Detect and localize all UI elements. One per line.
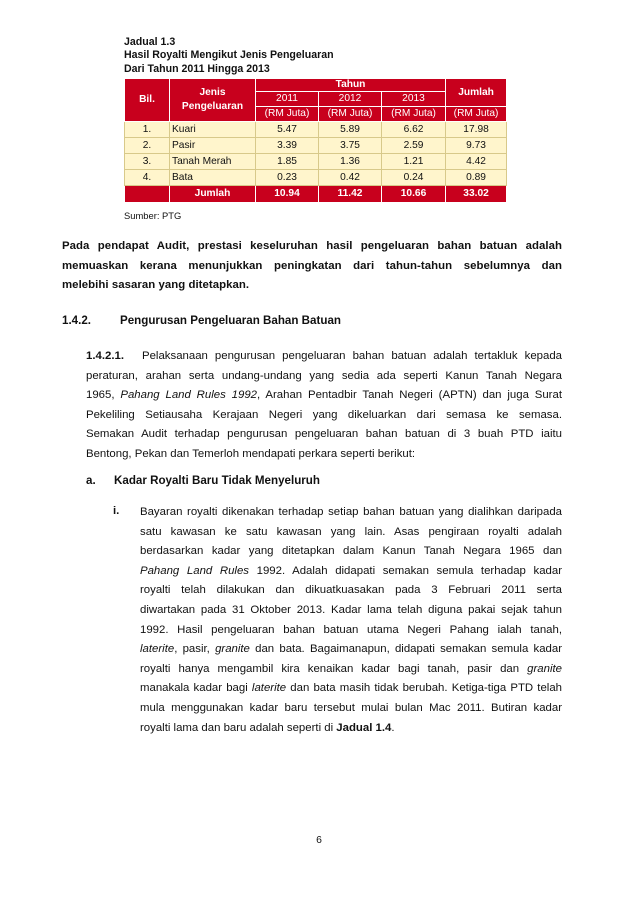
text-run-italic: Pahang Land Rules — [140, 564, 249, 577]
paragraph-text: Pelaksanaan pengurusan pengeluaran bahan batuan adalah tertakluk kepada — [142, 350, 562, 362]
text-run: . — [391, 721, 395, 734]
total-value: 10.66 — [382, 186, 446, 203]
paragraph-line: royalti telah dilakukan dan dikuatkuasakan pada 3 Februari 2011 serta — [140, 584, 562, 597]
cell-value: 1.36 — [319, 154, 382, 170]
text-run: dan bata. Bagaimanapun, didapati semakan semula kadar — [249, 643, 562, 656]
cell-jenis: Kuari — [170, 122, 256, 138]
audit-opinion-paragraph — [62, 237, 562, 296]
paragraph-line — [140, 719, 562, 739]
paragraph-line — [86, 386, 562, 406]
paragraph-line: 1992. Hasil pengeluaran bahan batuan utama Negeri Pahang ialah tanah, — [140, 623, 562, 636]
text-run-italic: laterite — [251, 682, 287, 695]
cell-jenis: Pasir — [170, 138, 256, 154]
total-jumlah: 33.02 — [446, 186, 507, 203]
text-run: 1965, — [86, 389, 121, 402]
paragraph-line — [86, 347, 562, 367]
paragraph-line — [140, 679, 562, 699]
main-paragraph — [86, 347, 562, 465]
section-title: Pengurusan Pengeluaran Bahan Batuan — [120, 314, 341, 327]
cell-value: 1.85 — [256, 154, 319, 170]
text-run: , Arahan Pentadbir Tanah Negeri (APTN) dan juga Surat — [257, 389, 562, 402]
total-value: 10.94 — [256, 186, 319, 203]
subsection-letter: a. — [86, 474, 96, 487]
cell-jumlah: 9.73 — [446, 138, 507, 154]
header-unit: (RM Juta) — [256, 107, 319, 122]
cell-no: 3. — [125, 154, 170, 170]
cell-value: 0.23 — [256, 170, 319, 186]
paragraph-line: Semakan Audit terhadap pengurusan pengeluaran bahan batuan di 3 buah PTD iaitu — [86, 428, 562, 441]
paragraph-line: berdasarkan kadar yang ditetapkan dalam Kanun Tanah Negara 1965 dan — [140, 545, 562, 558]
header-bil: Bil. — [125, 79, 170, 122]
item-marker: i. — [113, 505, 120, 517]
text-run: 1992. Adalah didapati semakan semula terhadap kadar — [248, 564, 562, 577]
header-unit: (RM Juta) — [382, 107, 446, 122]
header-jenis-line: Jenis — [199, 87, 226, 98]
header-unit: (RM Juta) — [319, 107, 382, 122]
paragraph-line — [140, 640, 562, 660]
cell-no: 4. — [125, 170, 170, 186]
cell-value: 1.21 — [382, 154, 446, 170]
text-run-italic: granite — [215, 643, 250, 656]
text-run: royalti hanya mengambil kira kenaikan kadar bagi tanah, pasir dan — [140, 662, 528, 675]
header-jumlah: Jumlah — [446, 79, 507, 107]
royalty-table — [124, 78, 507, 203]
table-caption-line: Dari Tahun 2011 Hingga 2013 — [124, 62, 270, 75]
total-label: Jumlah — [170, 186, 256, 203]
header-unit: (RM Juta) — [446, 107, 507, 122]
paragraph-line: Bayaran royalti dikenakan terhadap setiap bahan batuan yang dialihkan daripada — [140, 506, 562, 518]
table-reference-link: Jadual 1.4 — [336, 721, 392, 734]
cell-value: 5.47 — [256, 122, 319, 138]
paragraph-line — [140, 562, 562, 582]
table-total-row — [125, 186, 507, 203]
cell-value: 3.75 — [319, 138, 382, 154]
header-tahun: Tahun — [256, 79, 446, 92]
paragraph-line: Pada pendapat Audit, prestasi keseluruhan hasil pengeluaran bahan batuan adalah — [62, 240, 562, 252]
cell-jenis: Bata — [170, 170, 256, 186]
cell-jumlah: 0.89 — [446, 170, 507, 186]
table-row — [125, 138, 507, 154]
cell-value: 0.42 — [319, 170, 382, 186]
cell-jenis: Tanah Merah — [170, 154, 256, 170]
paragraph-line: mula menggunakan kadar baru tersebut mulai bulan Mac 2011. Butiran kadar — [140, 701, 562, 714]
cell-value: 3.39 — [256, 138, 319, 154]
table-row — [125, 170, 507, 186]
table-caption-line: Hasil Royalti Mengikut Jenis Pengeluaran — [124, 49, 334, 62]
table-source: Sumber: PTG — [124, 210, 182, 221]
paragraph-line: satu kawasan ke satu kawasan yang lain. Asas pengiraan royalti adalah — [140, 525, 562, 538]
section-number: 1.4.2. — [62, 314, 92, 327]
subsection-title: Kadar Royalti Baru Tidak Menyeluruh — [114, 474, 320, 487]
page-number: 6 — [316, 835, 322, 846]
subsection-heading — [86, 474, 320, 487]
cell-value: 6.62 — [382, 122, 446, 138]
total-value: 11.42 — [319, 186, 382, 203]
text-run: dan bata masih tidak berubah. Ketiga-tiga PTD telah — [286, 682, 562, 695]
paragraph-number: 1.4.2.1. — [86, 350, 124, 362]
header-year-2012: 2012 — [319, 92, 382, 107]
paragraph-line: diwartakan pada 31 Oktober 2013. Kadar lama telah diguna pakai sejak tahun — [140, 603, 562, 616]
cell-jumlah: 4.42 — [446, 154, 507, 170]
paragraph-line: memuaskan kerana menunjukkan peningkatan dari tahun-tahun sebelumnya dan — [62, 259, 562, 272]
cell-jumlah: 17.98 — [446, 122, 507, 138]
text-run-italic: laterite — [140, 643, 175, 656]
table-row — [125, 122, 507, 138]
header-jenis-line: Pengeluaran — [181, 101, 244, 112]
item-paragraph — [140, 503, 562, 738]
text-run: royalti lama dan baru adalah seperti di — [140, 721, 337, 734]
header-jenis — [170, 79, 256, 122]
cell-value: 0.24 — [382, 170, 446, 186]
paragraph-line: Bentong, Pekan dan Temerloh mendapati perkara seperti berikut: — [86, 447, 416, 460]
header-year-2011: 2011 — [256, 92, 319, 107]
header-year-2013: 2013 — [382, 92, 446, 107]
cell-no: 1. — [125, 122, 170, 138]
text-run-italic: Pahang Land Rules 1992 — [120, 389, 257, 402]
section-heading — [62, 314, 341, 327]
paragraph-line — [140, 660, 562, 680]
cell-value: 2.59 — [382, 138, 446, 154]
paragraph-line: peraturan, arahan serta undang-undang yang sedia ada seperti Kanun Tanah Negara — [86, 369, 562, 382]
paragraph-line: Pekeliling Setiausaha Kerajaan Negeri yang dikeluarkan dari semasa ke semasa. — [86, 408, 562, 421]
cell-no: 2. — [125, 138, 170, 154]
text-run: , pasir, — [174, 643, 216, 656]
table-caption-line: Jadual 1.3 — [124, 36, 176, 48]
paragraph-line: melebihi sasaran yang ditetapkan. — [62, 279, 250, 292]
text-run-italic: granite — [527, 662, 562, 675]
cell-value: 5.89 — [319, 122, 382, 138]
table-row — [125, 154, 507, 170]
text-run: manakala kadar bagi — [140, 682, 252, 695]
table-caption — [124, 36, 334, 76]
